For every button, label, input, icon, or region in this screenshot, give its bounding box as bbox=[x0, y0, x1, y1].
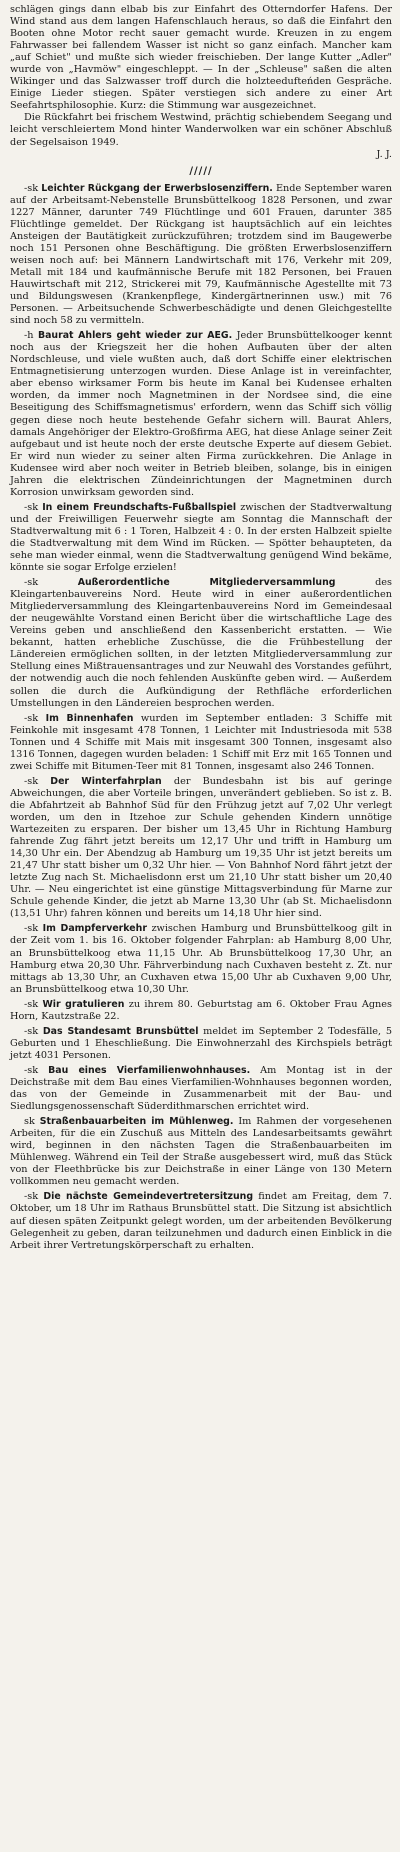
news-headline: Außerordentliche Mitgliederversammlung bbox=[77, 577, 336, 589]
news-headline: Straßenbauarbeiten im Mühlenweg. bbox=[39, 1116, 234, 1128]
author-tag: -h bbox=[24, 330, 34, 342]
news-headline: Der Winterfahrplan bbox=[50, 775, 162, 787]
section-separator: ///// bbox=[189, 165, 213, 177]
news-body: findet am Freitag, dem 7. Oktober, um 18 Uhr im Rathaus Brunsbüttel statt. Die Sitzung ist absichtlich auf diesen späten Zeitpunkt gelegt worden, um der arbeitenden Bevölkerung Gelegenheit zu geben, daran teilzunehmen und dadurch einen Einblick in die Arbeit ihrer Vertretungskörperschaft zu erhalten. bbox=[10, 1191, 392, 1251]
signature-line bbox=[10, 149, 392, 161]
author-tag: -sk bbox=[24, 501, 39, 513]
author-tag: sk bbox=[24, 1116, 35, 1128]
author-tag: -sk bbox=[24, 775, 39, 787]
news-body: zwischen der Stadtverwaltung und der Freiwilligen Feuerwehr siegte am Sonntag die Mannschaft der Stadtverwaltung mit 6 : 1 Toren, Halbzeit 4 : 0. In der ersten Halbzeit spielte die Stadtverwaltung mit dem Wind im Rücken. — Spötter behaupteten, da sehe man wieder einmal, wenn die Stadtverwaltung genügend Wind bekäme, könnte sie sogar Erfolge erzielen! bbox=[10, 501, 392, 574]
news-headline: Die nächste Gemeindevertretersitzung bbox=[43, 1191, 254, 1203]
news-body: Am Montag ist in der Deichstraße mit dem Bau eines Vierfamilien-Wohnhauses begonnen worden, das von der Gemeinde in Zusammenarbeit mit der Bau- und Siedlungsgenossenschaft Süderdithmarschen errichtet wird. bbox=[10, 1064, 392, 1113]
author-tag: -sk bbox=[24, 923, 39, 935]
news-body: Ende September waren auf der Arbeitsamt-Nebenstelle Brunsbüttelkoog 1828 Personen, und zwar 1227 Männer, darunter 749 Flüchtlinge und 601 Frauen, darunter 385 Flüchtlinge gemeldet. Der Rückgang ist hauptsächlich auf ein leichtes Ansteigen der Bautätigkeit zurückzuführen; trotzdem sind im Baugewerbe noch 151 Personen ohne Beschäftigung. Die größten Erwerbslosenziffern weisen noch auf: bei Männern Landwirtschaft mit 176, Verkehr mit 209, Metall mit 184 und kaufmännische Berufe mit 182 Personen, bei Frauen Hauwirtschaft mit 212, Strickerei mit 79, Kaufmännische Agestellte mit 73 und Bildungswesen (Krankenpflege, Kindergärtnerinnen usw.) mit 76 Personen. — Arbeitsuchende Schwerbeschädigte und denen Gleichgestellte sind noch 58 zu vermitteln. bbox=[10, 182, 392, 327]
intro-paragraph: schlägen gings dann elbab bis zur Einfahrt des Otterndorfer Hafens. Der Wind stand aus dem langen Hafenschlauch heraus, so daß die Einfahrt den Booten ohne Motor recht sauer gemacht wurde. Kreuzen in zu engem Fahrwasser bei fallendem Wasser ist nicht so ganz einfach. Mancher kam „auf Schiet" und mußte sich wieder freischieben. Der lange Kutter „Adler" wurde von „Havmöw" eingeschleppt. — In der „Schleuse" saßen die alten Wikinger und das Salzwasser troff durch die holzteedufteńden Gespräche. Einige Lieder stiegen. Später verstiegen sich andere zu einer Art Seefahrtsphilosophie. Kurz: die Stimmung war ausgezeichnet. bbox=[10, 4, 392, 112]
news-item bbox=[10, 1116, 392, 1188]
news-items bbox=[10, 183, 392, 1252]
author-tag: -sk bbox=[24, 182, 39, 194]
author-tag: -sk bbox=[24, 1191, 39, 1203]
author-tag: -sk bbox=[24, 577, 39, 589]
news-item bbox=[10, 1065, 392, 1113]
news-body: Im Rahmen der vorgesehenen Arbeiten, für die ein Zuschuß aus Mitteln des Landesarbeitsamts gewährt wird, beginnen in den nächsten Tagen die Straßenbauarbeiten im Mühlenweg. Während ein Teil der Straße ausgebessert wird, muß das Stück von der Fleethbrücke bis zur Deichstraße in einer Länge von 130 Metern vollkommen neu gemacht werden. bbox=[10, 1116, 392, 1188]
news-item bbox=[10, 923, 392, 995]
news-item bbox=[10, 330, 392, 499]
author-signature: J. J. bbox=[376, 148, 392, 160]
news-headline: Das Standesamt Brunsbüttel bbox=[42, 1025, 199, 1037]
news-item bbox=[10, 999, 392, 1023]
news-body: der Bundesbahn ist bis auf geringe Abweichungen, die aber Vorteile bringen, unverändert geblieben. So ist z. B. die Abfahrtzeit ab Bahnhof Süd für den Frühzug jetzt auf 7,02 Uhr verlegt worden, um den in Itzehoe zur Schule gehenden Kindern unnötige Wartezeiten zu ersparen. Der bisher um 13,45 Uhr in Richtung Hamburg fahrende Zug fährt jetzt bereits um 12,17 Uhr und trifft in Hamburg um 14,30 Uhr ein. Der Abendzug ab Hamburg um 19,35 Uhr ist jetzt bereits um 21,47 Uhr statt bisher um 0,32 Uhr hier. — Von Bahnhof Nord fährt jetzt der letzte Zug nach St. Michaelisdonn erst um 21,10 Uhr statt bisher um 20,40 Uhr. — Neu eingerichtet ist eine günstige Mittagsverbindung für Marne zur Schule gehende Kinder, die jetzt ab Marne 13,30 Uhr (ab St. Michaelisdonn (13,51 Uhr) fahren können und bereits um 14,18 Uhr hier sind. bbox=[10, 775, 392, 920]
author-tag: -sk bbox=[24, 998, 39, 1010]
news-headline: In einem Freundschafts-Fußballspiel bbox=[42, 501, 237, 513]
intro-closing-paragraph: Die Rückfahrt bei frischem Westwind, prächtig schiebendem Seegang und leicht verschleiertem Mond hinter Wanderwolken war ein schöner Abschluß der Segelsaison 1949. bbox=[10, 112, 392, 148]
news-item bbox=[10, 183, 392, 328]
news-body: zwischen Hamburg und Brunsbüttelkoog gilt in der Zeit vom 1. bis 16. Oktober folgender Fahrplan: ab Hamburg 8,00 Uhr, an Brunsbüttelkoog etwa 11,15 Uhr. Ab Brunsbüttelkoog 17,30 Uhr, an Hamburg etwa 20,30 Uhr. Fährverbindung nach Cuxhaven besteht z. Zt. nur mittags ab 13,30 Uhr, an Cuxhaven etwa 15,00 Uhr ab Cuxhaven 9,00 Uhr, an Brunsbüttelkoog etwa 10,30 Uhr. bbox=[10, 923, 392, 995]
news-body: zu ihrem 80. Geburtstag am 6. Oktober Frau Agnes Horn, Kautzstraße 22. bbox=[10, 998, 392, 1022]
author-tag: -sk bbox=[24, 1025, 39, 1037]
news-body: Jeder Brunsbüttelkooger kennt noch aus der Kriegszeit her die hohen Aufbauten über der alten Nordschleuse, und viele wußten auch, daß dort Schiffe einer elektrischen Entmagnetisierung unterzogen wurden. Diese Anlage ist in vereinfachter, aber ebenso wirksamer Form bis heute im Kanal bei Kudensee erhalten worden, da immer noch Magnetminen in der Nordsee sind, die eine Beseitigung des Schiffsmagnetismus' erfordern, wenn das Schiff sich völlig gegen diese noch heute bestehende Gefahr sichern will. Baurat Ahlers, damals Angehöriger der Elektro-Großfirma AEG, hat diese Anlage seiner Zeit aufgebaut und ist heute noch der erste deutsche Experte auf diesem Gebiet. Er wird nun wieder zu seiner alten Firma zurückkehren. Die Anlage in Kudensee wird aber noch weiter in Betrieb bleiben, solange, bis in einigen Jahren die elektrischen Zündeinrichtungen der Magnetminen durch Korrosion unwirksam geworden sind. bbox=[10, 330, 392, 498]
news-headline: Leichter Rückgang der Erwerbslosenziffern. bbox=[41, 182, 273, 194]
author-tag: -sk bbox=[24, 1064, 39, 1076]
news-body: meldet im September 2 Todesfälle, 5 Geburten und 1 Eheschließung. Die Einwohnerzahl des Kirchspiels beträgt jetzt 4031 Personen. bbox=[10, 1025, 392, 1061]
news-item bbox=[10, 502, 392, 574]
news-body: wurden im September entladen: 3 Schiffe mit Feinkohle mit insgesamt 478 Tonnen, 1 Leichter mit Industriesoda mit 538 Tonnen und 4 Schiffe mit Mais mit insgesamt 300 Tonnen, insgesamt also 1316 Tonnen, dagegen wurden beladen: 1 Schiff mit Erz mit 165 Tonnen und zwei Schiffe mit Bitumen-Teer mit 81 Tonnen, insgesamt also 246 Tonnen. bbox=[10, 712, 392, 772]
news-body: des Kleingartenbauvereins Nord. Heute wird in einer außerordentlichen Mitgliederversammlung des Kleingartenbauvereins Nord im Gemeindesaal der neugewählte Vorstand einen Bericht über die wirtschaftliche Lage des Vereins geben und anschließend den Kassenbericht erstatten. — Wie bekannt, hatten erhebliche Zuschüsse, die die Frühbestellung der Ländereien ermöglichen sollten, in der letzten Mitgliederversammlung zur Stellung eines Mißtrauensantrages und zur Neuwahl des Vorstandes geführt, der notwendig auch die noch fehlenden Auskünfte geben wird. — Außerdem sollen die durch die Aufkündigung der Rethfläche erforderlichen Umstellungen in den Ländereien besprochen werden. bbox=[10, 577, 392, 709]
news-headline: Bau eines Vierfamilienwohnhauses. bbox=[48, 1064, 251, 1076]
news-item bbox=[10, 1191, 392, 1251]
news-item bbox=[10, 776, 392, 921]
news-headline: Wir gratulieren bbox=[42, 998, 125, 1010]
news-headline: Im Binnenhafen bbox=[45, 712, 134, 724]
news-headline: Im Dampferverkehr bbox=[42, 923, 147, 935]
news-item bbox=[10, 1026, 392, 1062]
news-item bbox=[10, 713, 392, 773]
news-item bbox=[10, 577, 392, 710]
news-headline: Baurat Ahlers geht wieder zur AEG. bbox=[37, 330, 233, 342]
author-tag: -sk bbox=[24, 712, 39, 724]
